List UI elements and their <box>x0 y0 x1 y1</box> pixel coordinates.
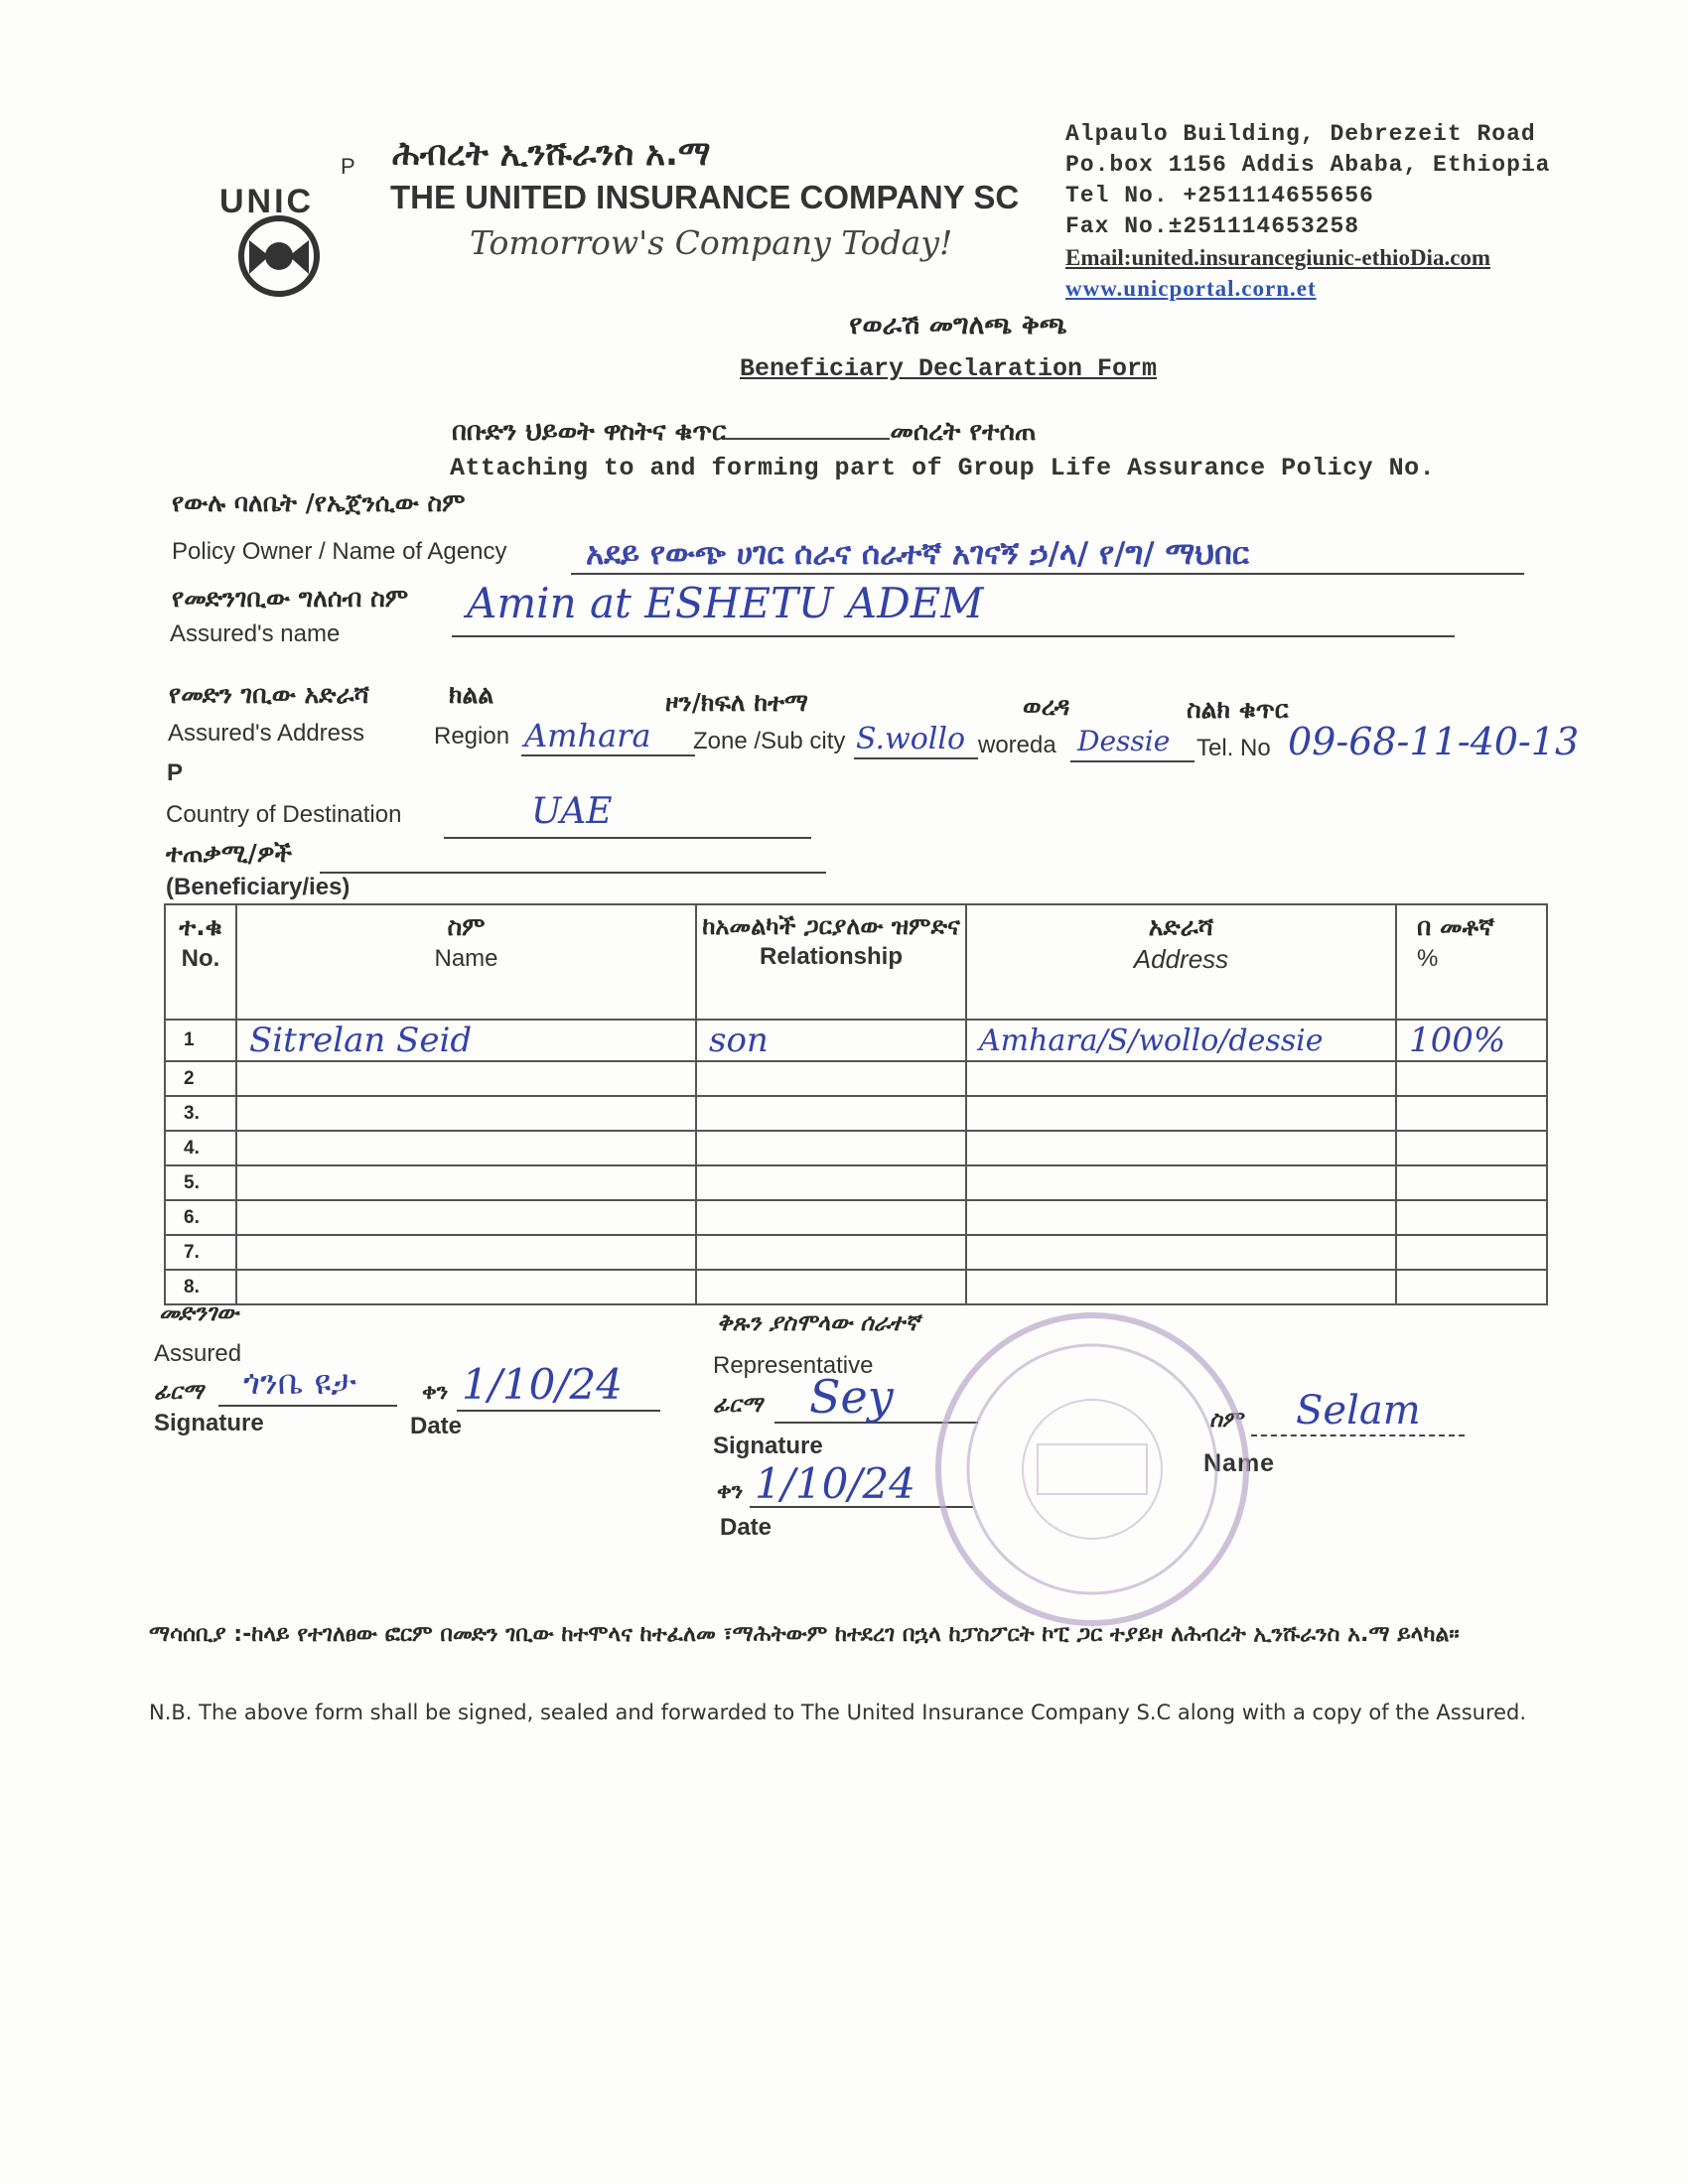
percent-cell[interactable] <box>1396 1061 1547 1096</box>
contact-fax: Fax No.±251114653258 <box>1065 213 1360 239</box>
attaching-amharic-a: በቡድን ህይወት ዋስትና ቁጥር <box>452 417 727 447</box>
beneficiary-label: (Beneficiary/ies) <box>166 874 351 900</box>
zone-amharic: ዞን/ክፍለ ከተማ <box>665 688 808 717</box>
rep-name-label: Name <box>1203 1449 1276 1477</box>
relationship-cell[interactable] <box>696 1235 966 1270</box>
woreda-value[interactable]: Dessie <box>1077 725 1171 757</box>
assured-name-amharic: የመድንገቢው ግለሰብ ስም <box>172 584 409 613</box>
rep-date-amharic: ቀን <box>717 1479 744 1504</box>
table-header-row <box>165 904 1547 1020</box>
beneficiary-name-cell[interactable] <box>236 1235 696 1270</box>
region-amharic: ክልል <box>449 680 494 709</box>
attaching-english: Attaching to and forming part of Group Life Assurance Policy No. <box>450 454 1436 482</box>
contact-tel: Tel No. +251114655656 <box>1065 183 1374 208</box>
table-row <box>165 1200 1547 1235</box>
address-cell[interactable] <box>966 1131 1396 1165</box>
region-value[interactable]: Amhara <box>524 717 651 754</box>
representative-label: Representative <box>713 1352 874 1379</box>
beneficiary-name-cell[interactable] <box>236 1270 696 1304</box>
company-stamp-seal <box>928 1305 1256 1633</box>
row-number: 8. <box>165 1270 236 1304</box>
assured-date-value[interactable]: 1/10/24 <box>462 1360 623 1409</box>
p-mark: P <box>167 759 184 786</box>
contact-website-link[interactable]: www.unicportal.corn.et <box>1065 276 1317 301</box>
percent-cell[interactable] <box>1396 1235 1547 1270</box>
header-relationship: ከአመልካች ጋርያለው ዝምድና Relationship <box>696 904 966 1020</box>
relationship-cell[interactable] <box>696 1165 966 1200</box>
header-no: ተ.ቁ No. <box>165 904 236 1020</box>
percent-cell[interactable] <box>1396 1200 1547 1235</box>
assured-signature-value[interactable]: ጎንቤ ዩታ <box>243 1363 356 1403</box>
address-cell[interactable] <box>966 1200 1396 1235</box>
table-row <box>165 1235 1547 1270</box>
address-cell[interactable] <box>966 1235 1396 1270</box>
address-cell[interactable] <box>966 1270 1396 1304</box>
percent-cell[interactable] <box>1396 1165 1547 1200</box>
relationship-cell[interactable] <box>696 1131 966 1165</box>
address-cell[interactable] <box>966 1096 1396 1131</box>
rep-date-value[interactable]: 1/10/24 <box>755 1459 915 1508</box>
assured-name-label: Assured's name <box>170 620 341 647</box>
rep-signature-label: Signature <box>713 1433 823 1459</box>
unic-logo <box>213 179 352 298</box>
assured-signature-label: Signature <box>154 1410 264 1436</box>
form-title-amharic: የወራሽ መግለጫ ቅጫ <box>849 310 1067 341</box>
contact-address2: Po.box 1156 Addis Ababa, Ethiopia <box>1065 152 1551 178</box>
address-label: Assured's Address <box>168 720 365 747</box>
table-row <box>165 1061 1547 1096</box>
assured-name-value[interactable]: Amin at ESHETU ADEM <box>467 579 984 627</box>
company-name-english: THE UNITED INSURANCE COMPANY SC <box>390 179 1020 215</box>
country-label: Country of Destination <box>166 801 402 828</box>
beneficiary-name-cell[interactable] <box>236 1131 696 1165</box>
beneficiary-name-cell[interactable] <box>236 1200 696 1235</box>
address-cell[interactable]: Amhara/S/wollo/dessie <box>966 1020 1396 1061</box>
row-number: 1 <box>165 1020 236 1061</box>
company-name-amharic: ሕብረት ኢንሹራንስ አ.ማ <box>392 134 711 174</box>
header-name: ስም Name <box>236 904 696 1020</box>
assured-amharic: መድንገው <box>159 1300 239 1326</box>
header-address: አድራሻ Address <box>966 904 1396 1020</box>
rep-name-amharic: ስም <box>1209 1408 1243 1433</box>
woreda-label: woreda <box>978 732 1056 758</box>
table-row <box>165 1270 1547 1304</box>
beneficiary-amharic: ተጠቃሚ/ዎች <box>166 839 293 868</box>
rep-name-value[interactable]: Selam <box>1296 1388 1421 1433</box>
note-amharic: ማሳሰቢያ :-ከላይ የተገለፀው ፎርም በመድን ገቢው ከተሞላና ከተፈለመ ፣ማሕትውም ከተደረገ በኋላ ከፓስፖርት ኮፒ ጋር ተያይዞ ለሕብረት ኢንሹራንስ አ.ማ ይላካል። <box>149 1622 1460 1647</box>
attaching-amharic <box>452 417 1036 448</box>
beneficiary-table <box>164 903 1548 1305</box>
relationship-cell[interactable] <box>696 1096 966 1131</box>
attaching-amharic-b: መሰረት የተሰጠ <box>890 417 1037 447</box>
rep-signature-value[interactable]: Sey <box>809 1370 894 1424</box>
row-number: 5. <box>165 1165 236 1200</box>
tel-amharic: ስልክ ቁጥር <box>1187 695 1289 724</box>
address-cell[interactable] <box>966 1165 1396 1200</box>
relationship-cell[interactable] <box>696 1200 966 1235</box>
address-cell[interactable] <box>966 1061 1396 1096</box>
table-row <box>165 1165 1547 1200</box>
representative-amharic: ቅጹን ያስሞላው ሰራተኛ <box>717 1310 919 1336</box>
header-percent: በ መቶኛ % <box>1396 904 1547 1020</box>
tel-label: Tel. No <box>1196 735 1271 761</box>
table-row <box>165 1096 1547 1131</box>
policy-owner-label: Policy Owner / Name of Agency <box>172 538 507 565</box>
logo-text: UNIC <box>219 183 315 220</box>
contact-address1: Alpaulo Building, Debrezeit Road <box>1065 121 1536 147</box>
assured-date-amharic: ቀን <box>422 1380 449 1405</box>
woreda-amharic: ወረዳ <box>1023 692 1070 721</box>
company-tagline: Tomorrow's Company Today! <box>470 223 953 262</box>
percent-cell[interactable] <box>1396 1270 1547 1304</box>
rep-date-label: Date <box>720 1514 773 1541</box>
row-number: 7. <box>165 1235 236 1270</box>
row-number: 4. <box>165 1131 236 1165</box>
policy-owner-value[interactable]: አደይ የውጭ ሀገር ሰራና ሰራተኛ አገናኝ ኃ/ላ/ የ/ግ/ ማህበር <box>586 536 1249 572</box>
assured-label: Assured <box>154 1340 242 1367</box>
zone-value[interactable]: S.wollo <box>856 722 966 756</box>
rep-signature-amharic: ፊርማ <box>713 1393 763 1418</box>
beneficiary-name-cell[interactable]: Sitrelan Seid <box>236 1020 696 1061</box>
relationship-cell[interactable]: son <box>696 1020 966 1061</box>
policy-owner-amharic: የውሉ ባለቤት /የኤጀንሲው ስም <box>172 488 466 517</box>
zone-label: Zone /Sub city <box>693 728 846 754</box>
beneficiary-name-cell[interactable] <box>236 1165 696 1200</box>
row-number: 6. <box>165 1200 236 1235</box>
relationship-cell[interactable] <box>696 1270 966 1304</box>
table-row <box>165 1131 1547 1165</box>
assured-signature-amharic: ፊርማ <box>154 1380 204 1405</box>
beneficiary-name-cell[interactable] <box>236 1061 696 1096</box>
row-number: 3. <box>165 1096 236 1131</box>
logo-p-mark: P <box>341 154 355 179</box>
form-title-english: Beneficiary Declaration Form <box>739 354 1158 383</box>
note-english: N.B. The above form shall be signed, sealed and forwarded to The United Insurance Company S.C along with a copy of the Assured. <box>149 1701 1527 1724</box>
address-amharic: የመድን ገቢው አድራሻ <box>169 680 369 709</box>
contact-email[interactable]: Email:united.insurancegiunic-ethioDia.com <box>1065 245 1491 270</box>
row-number: 2 <box>165 1061 236 1096</box>
beneficiary-name-cell[interactable] <box>236 1096 696 1131</box>
percent-cell[interactable]: 100% <box>1396 1020 1547 1061</box>
country-value[interactable]: UAE <box>531 791 613 832</box>
region-label: Region <box>434 723 510 750</box>
percent-cell[interactable] <box>1396 1096 1547 1131</box>
contact-block <box>1065 119 1550 304</box>
table-row <box>165 1020 1547 1061</box>
assured-date-label: Date <box>410 1413 463 1439</box>
tel-value[interactable]: 09-68-11-40-13 <box>1288 720 1580 763</box>
relationship-cell[interactable] <box>696 1061 966 1096</box>
percent-cell[interactable] <box>1396 1131 1547 1165</box>
